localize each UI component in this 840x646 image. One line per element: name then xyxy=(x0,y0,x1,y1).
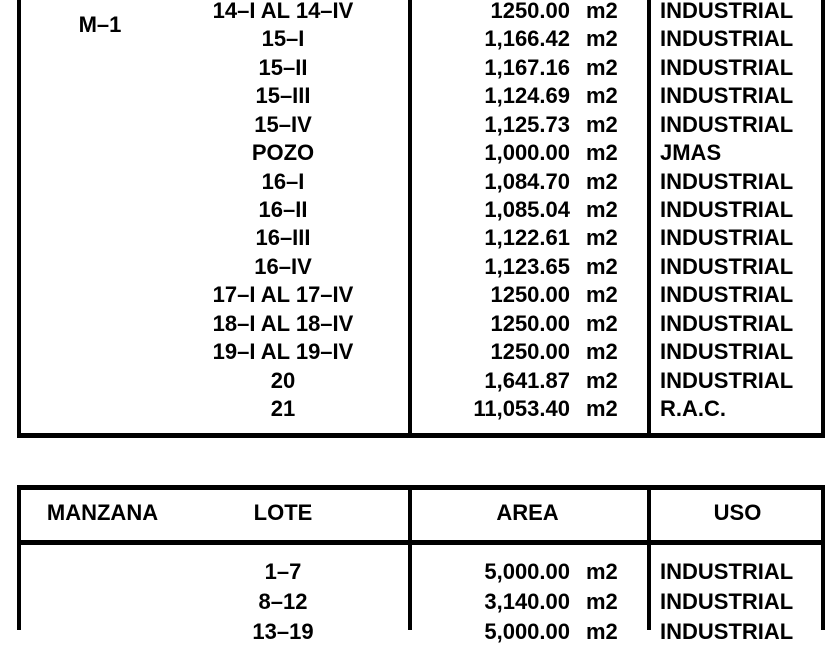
area-unit-cell: m2 xyxy=(586,0,618,23)
uso-cell: INDUSTRIAL xyxy=(660,168,794,194)
area-value-cell: 3,140.00 xyxy=(484,589,570,614)
area-unit-cell: m2 xyxy=(586,111,618,137)
area-unit-cell: m2 xyxy=(586,310,618,336)
area-unit-cell: m2 xyxy=(586,253,618,279)
manzana-value: M–1 xyxy=(78,12,122,37)
area-value-cell: 1,641.87 xyxy=(484,367,570,393)
uso-cell: INDUSTRIAL xyxy=(660,619,794,644)
area-value-cell: 1,122.61 xyxy=(484,225,570,251)
lote-cell: 15–III xyxy=(255,83,311,109)
lote-cell: 13–19 xyxy=(252,619,314,644)
table-row xyxy=(0,310,840,338)
area-value-cell: 5,000.00 xyxy=(484,559,570,584)
area-unit-cell: m2 xyxy=(586,168,618,194)
uso-cell: INDUSTRIAL xyxy=(660,0,794,23)
header-uso: USO xyxy=(713,500,762,525)
area-value-cell: 1,084.70 xyxy=(484,168,570,194)
area-value-cell: 1,124.69 xyxy=(484,83,570,109)
uso-cell: INDUSTRIAL xyxy=(660,26,794,52)
lote-cell: 18–I AL 18–IV xyxy=(212,310,354,336)
area-unit-cell: m2 xyxy=(586,339,618,365)
lote-cell: 16–I xyxy=(261,168,305,194)
lote-cell: 19–I AL 19–IV xyxy=(212,339,354,365)
area-unit-cell: m2 xyxy=(586,589,618,614)
table-row xyxy=(0,395,840,423)
uso-cell: INDUSTRIAL xyxy=(660,225,794,251)
lote-cell: 15–II xyxy=(258,54,308,80)
table-row xyxy=(0,367,840,395)
area-unit-cell: m2 xyxy=(586,83,618,109)
lote-cell: 21 xyxy=(270,396,296,422)
area-unit-cell: m2 xyxy=(586,197,618,222)
area-value-cell: 1250.00 xyxy=(490,282,570,308)
lote-cell: 1–7 xyxy=(264,559,302,584)
area-unit-cell: m2 xyxy=(586,367,618,393)
lote-cell: 16–IV xyxy=(254,253,312,279)
uso-cell: JMAS xyxy=(660,140,722,166)
uso-cell: INDUSTRIAL xyxy=(660,111,794,137)
table-row xyxy=(0,281,840,309)
uso-cell: INDUSTRIAL xyxy=(660,559,794,584)
area-value-cell: 1,166.42 xyxy=(484,26,570,52)
area-unit-cell: m2 xyxy=(586,54,618,80)
lote-cell: POZO xyxy=(251,140,315,166)
lote-cell: 8–12 xyxy=(258,589,308,614)
uso-cell: INDUSTRIAL xyxy=(660,54,794,80)
area-value-cell: 1250.00 xyxy=(490,339,570,365)
table-row xyxy=(0,338,840,366)
lote-cell: 15–IV xyxy=(254,111,312,137)
lote-cell: 14–I AL 14–IV xyxy=(212,0,354,23)
uso-cell: R.A.C. xyxy=(660,396,726,422)
area-value-cell: 5,000.00 xyxy=(484,619,570,644)
area-unit-cell: m2 xyxy=(586,140,618,166)
table-row xyxy=(0,168,840,196)
table-row xyxy=(0,0,840,25)
area-unit-cell: m2 xyxy=(586,619,618,644)
area-value-cell: 1,125.73 xyxy=(484,111,570,137)
uso-cell: INDUSTRIAL xyxy=(660,367,794,393)
uso-cell: INDUSTRIAL xyxy=(660,83,794,109)
table-row xyxy=(0,588,840,616)
table-row xyxy=(0,139,840,167)
area-unit-cell: m2 xyxy=(586,396,618,422)
header-lote: LOTE xyxy=(253,500,313,525)
table-row xyxy=(0,224,840,252)
table-row xyxy=(0,54,840,82)
table-row xyxy=(0,618,840,646)
header-manzana: MANZANA xyxy=(46,500,159,525)
area-value-cell: 1,085.04 xyxy=(484,197,570,222)
area-value-cell: 1,167.16 xyxy=(484,54,570,80)
table-row xyxy=(0,196,840,224)
table-top-bottom-border xyxy=(17,433,825,438)
lote-cell: 16–III xyxy=(255,225,311,251)
header-area: AREA xyxy=(496,500,559,525)
uso-cell: INDUSTRIAL xyxy=(660,310,794,336)
table-row xyxy=(0,82,840,110)
lote-cell: 20 xyxy=(270,367,296,393)
table-bottom-top-border xyxy=(17,485,825,490)
area-unit-cell: m2 xyxy=(586,282,618,308)
uso-cell: INDUSTRIAL xyxy=(660,197,794,222)
table-row xyxy=(0,558,840,586)
area-value-cell: 1,000.00 xyxy=(484,140,570,166)
uso-cell: INDUSTRIAL xyxy=(660,589,794,614)
lote-cell: 15–I xyxy=(261,26,305,52)
area-unit-cell: m2 xyxy=(586,26,618,52)
lote-cell: 17–I AL 17–IV xyxy=(212,282,354,308)
uso-cell: INDUSTRIAL xyxy=(660,339,794,365)
area-value-cell: 11,053.40 xyxy=(473,396,570,422)
table-bottom-header-separator xyxy=(17,540,825,545)
lote-cell: 16–II xyxy=(258,197,308,222)
uso-cell: INDUSTRIAL xyxy=(660,282,794,308)
area-value-cell: 1250.00 xyxy=(490,310,570,336)
area-unit-cell: m2 xyxy=(586,559,618,584)
table-row xyxy=(0,111,840,139)
area-unit-cell: m2 xyxy=(586,225,618,251)
table-row xyxy=(0,25,840,53)
table-row xyxy=(0,253,840,281)
area-value-cell: 1,123.65 xyxy=(484,253,570,279)
area-value-cell: 1250.00 xyxy=(490,0,570,23)
uso-cell: INDUSTRIAL xyxy=(660,253,794,279)
